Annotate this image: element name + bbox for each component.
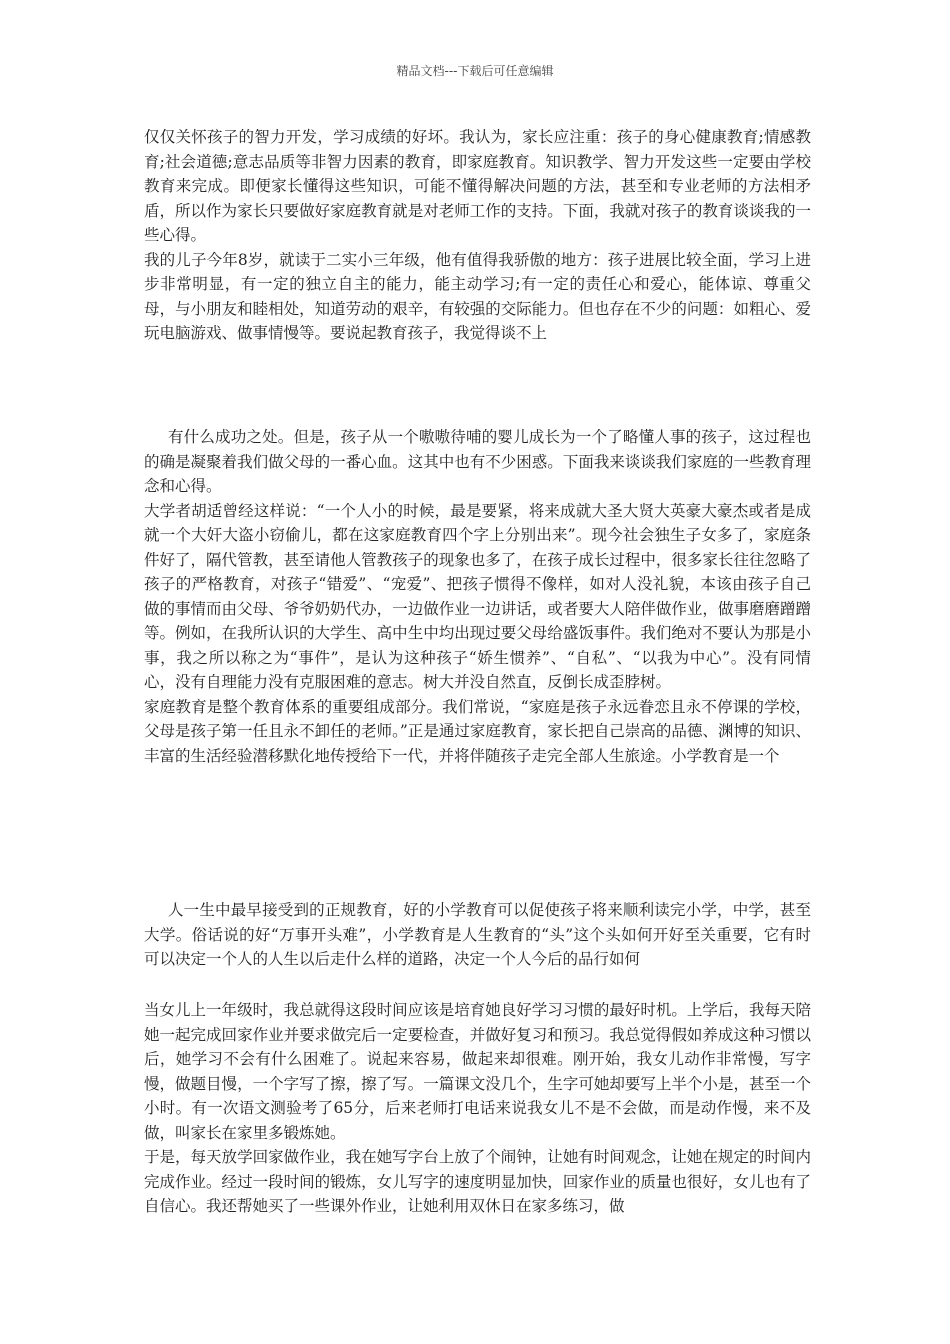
paragraph: 有什么成功之处。但是，孩子从一个嗷嗷待哺的婴儿成长为一个了略懂人事的孩子，这过程也的确是凝聚着我们做父母的一番心血。这其中也有不少困惑。下面我来谈谈我们家庭的一些教育理念和心得。 [144,428,811,495]
page-header: 精品文档---下载后可任意编辑 [396,64,554,78]
paragraph: 于是，每天放学回家做作业，我在她写字台上放了个闹钟，让她有时间观念，让她在规定的时间内完成作业。经过一段时间的锻炼，女儿写字的速度明显加快，回家作业的质量也很好，女儿也有了自信心。我还帮她买了一些课外作业，让她利用双休日在家多练习，做 [144,1148,811,1215]
text-block-1 [144,125,811,346]
paragraph: 当女儿上一年级时，我总就得这段时间应该是培育她良好学习习惯的最好时机。上学后，我每天陪她一起完成回家作业并要求做完后一定要检查，并做好复习和预习。我总觉得假如养成这种习惯以后，她学习不会有什么困难了。说起来容易，做起来却很难。刚开始，我女儿动作非常慢，写字慢，做题目慢，一个字写了擦，擦了写。一篇课文没几个，生字可她却要写上半个小是，甚至一个小时。有一次语文测验考了65分，后来老师打电话来说我女儿不是不会做，而是动作慢，来不及做，叫家长在家里多锻炼她。 [144,1001,811,1142]
paragraph: 人一生中最早接受到的正规教育，好的小学教育可以促使孩子将来顺利读完小学，中学，甚至大学。俗话说的好“万事开头难”，小学教育是人生教育的“头”这个头如何开好至关重要，它有时可以决定一个人的人生以后走什么样的道路，决定一个人今后的品行如何 [144,901,811,968]
paragraph: 家庭教育是整个教育体系的重要组成部分。我们常说，“家庭是孩子永远眷恋且永不停课的学校，父母是孩子第一任且永不卸任的老师。”正是通过家庭教育，家长把自己崇高的品德、渊博的知识、丰富的生活经验潜移默化地传授给下一代，并将伴随孩子走完全部人生旅途。小学教育是一个 [144,697,811,765]
paragraph: 大学者胡适曾经这样说：“一个人小的时候，最是要紧，将来成就大圣大贤大英豪大豪杰或者是成就一个大奸大盗小窃偷儿，都在这家庭教育四个字上分别出来”。现今社会独生子女多了，家庭条件好了，隔代管教，甚至请他人管教孩子的现象也多了，在孩子成长过程中，很多家长往往忽略了孩子的严格教育，对孩子“错爱”、“宠爱”、把孩子惯得不像样，如对人没礼貌，本该由孩子自己做的事情而由父母、爷爷奶奶代办，一边做作业一边讲话，或者要大人陪伴做作业，做事磨磨蹭蹭等。例如，在我所认识的大学生、高中生中均出现过要父母给盛饭事件。我们绝对不要认为那是小事，我之所以称之为“事件”，是认为这种孩子“娇生惯养”、“自私”、“以我为中心”。没有同情心，没有自理能力没有克服困难的意志。树大并没自然直，反倒长成歪脖树。 [144,501,811,691]
text-block-4 [144,998,811,1219]
text-block-3 [144,898,811,972]
paragraph: 我的儿子今年8岁，就读于二实小三年级，他有值得我骄傲的地方：孩子进展比较全面，学习上进步非常明显，有一定的独立自主的能力，能主动学习;有一定的责任心和爱心，能体谅、尊重父母，与小朋友和睦相处，知道劳动的艰辛，有较强的交际能力。但也存在不少的问题：如粗心、爱玩电脑游戏、做事情慢等。要说起教育孩子，我觉得谈不上 [144,250,811,342]
text-block-2 [144,425,811,768]
paragraph: 仅仅关怀孩子的智力开发，学习成绩的好坏。我认为，家长应注重：孩子的身心健康教育;情感教育;社会道德;意志品质等非智力因素的教育，即家庭教育。知识教学、智力开发这些一定要由学校教育来完成。即便家长懂得这些知识，可能不懂得解决问题的方法，甚至和专业老师的方法相矛盾，所以作为家长只要做好家庭教育就是对老师工作的支持。下面，我就对孩子的教育谈谈我的一些心得。 [144,128,811,244]
